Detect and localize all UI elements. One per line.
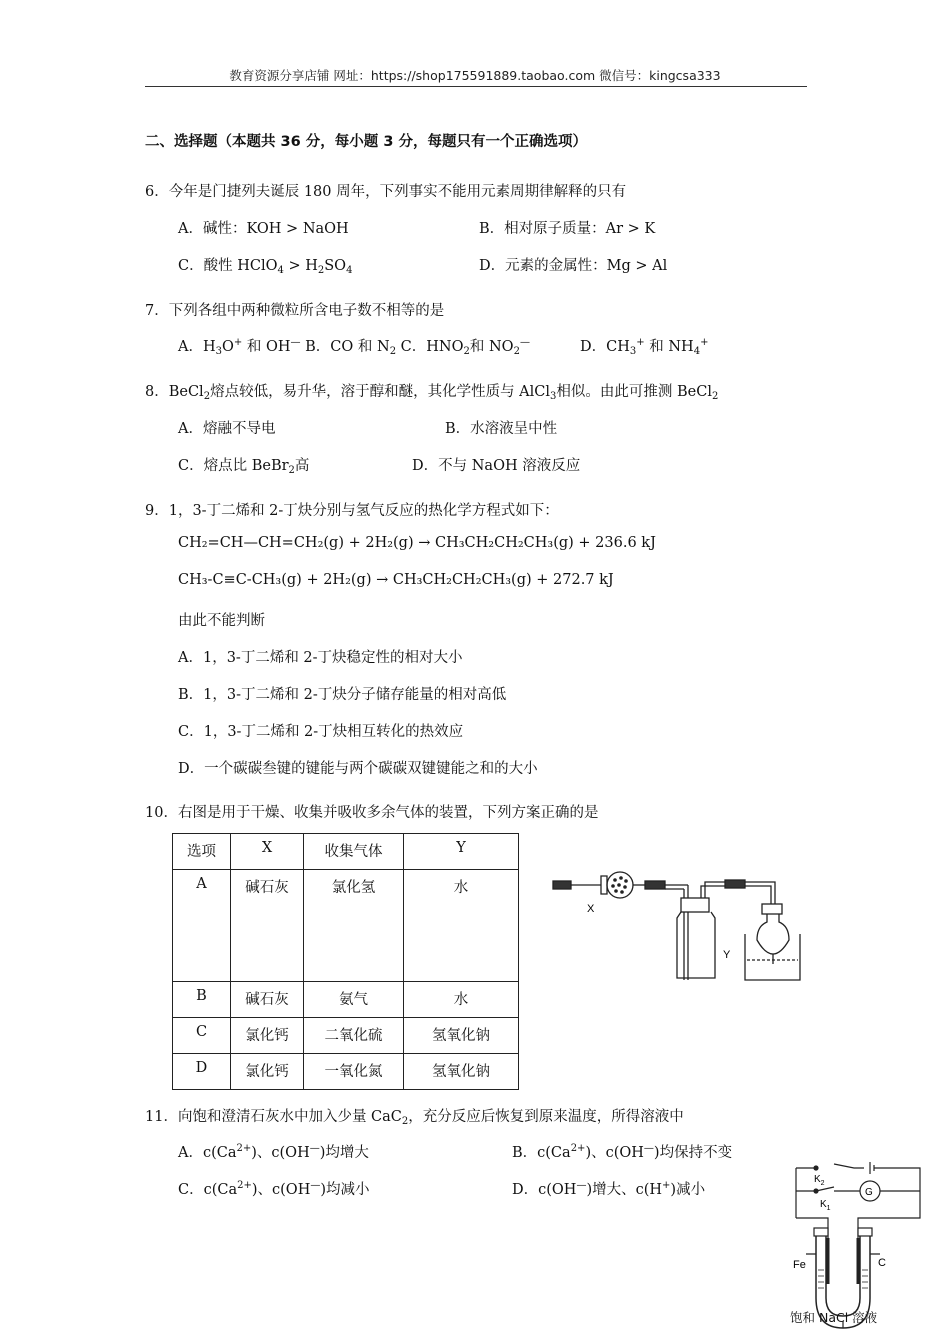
q11-option-c: C．$c(Ca^{2+})$、c(OH—)均减小 [178, 1180, 370, 1198]
table-row [173, 982, 519, 1018]
q7-options-abc: A．$H_3O^+$ 和 OH— B．CO 和 $N_2$ C．$HNO_2$和 $NO_2^—$ [178, 337, 530, 357]
q11-option-d: D．c(OH—)增大、c(H+)减小 [512, 1180, 706, 1198]
label-g: G [865, 1187, 873, 1198]
rubber-connector [645, 881, 665, 889]
table-cell: C [173, 1018, 231, 1054]
q10-table [172, 833, 519, 1090]
table-cell: D [173, 1054, 231, 1090]
table-cell: 碱石灰 [231, 870, 304, 982]
table-cell: B [173, 982, 231, 1018]
q6-stem: 6．今年是门捷列夫诞辰 180 周年，下列事实不能用元素周期律解释的只有 [145, 184, 627, 200]
label-k2: $K_2$ [814, 1174, 825, 1187]
q9-equation-1: CH₂=CH—CH=CH₂(g) + 2H₂(g) → CH₃CH₂CH₂CH₃(g) + 236.6 kJ [178, 535, 656, 551]
table-header-cell: 选项 [173, 834, 231, 870]
q8-option-c: C．熔点比 BeBr$_2$高 [178, 458, 310, 476]
q9-stem: 9．1，3-丁二烯和 2-丁炔分别与氢气反应的热化学方程式如下： [145, 503, 559, 519]
q8-option-a: A．熔融不导电 [178, 421, 276, 437]
table-cell: 水 [404, 870, 519, 982]
label-x: X [587, 903, 595, 915]
table-header-cell: Y [404, 834, 519, 870]
table-cell: 氨气 [304, 982, 404, 1018]
table-row [173, 870, 519, 982]
table-header-row [173, 834, 519, 870]
q9-option-c: C．1，3-丁二烯和 2-丁炔相互转化的热效应 [178, 724, 464, 740]
q10-stem: 10．右图是用于干燥、收集并吸收多余气体的装置，下列方案正确的是 [145, 805, 599, 821]
table-header-cell: X [231, 834, 304, 870]
section-title: 二、选择题（本题共 36 分，每小题 3 分，每题只有一个正确选项） [145, 134, 587, 150]
q9-option-b: B．1，3-丁二烯和 2-丁炔分子储存能量的相对高低 [178, 687, 507, 703]
table-cell: 氯化钙 [231, 1054, 304, 1090]
q8-stem: 8．BeCl$_2$熔点较低，易升华，溶于醇和醚，其化学性质与 AlCl$_3$相似。由此可推测 BeCl$_2$ [145, 384, 719, 402]
q6-option-d: D．元素的金属性：Mg > Al [479, 258, 668, 274]
table-cell: 氢氧化钠 [404, 1018, 519, 1054]
label-c: C [878, 1257, 886, 1269]
table-cell: 氯化钙 [231, 1018, 304, 1054]
q9-option-a: A．1，3-丁二烯和 2-丁炔稳定性的相对大小 [178, 650, 463, 666]
table-cell: 氢氧化钠 [404, 1054, 519, 1090]
label-k1: $K_1$ [820, 1199, 831, 1212]
q8-option-b: B．水溶液呈中性 [445, 421, 558, 437]
table-row [173, 1054, 519, 1090]
q11-stem: 11．向饱和澄清石灰水中加入少量 CaC$_2$，充分反应后恢复到原来温度，所得溶液中 [145, 1109, 684, 1127]
q7-stem: 7．下列各组中两种微粒所含电子数不相等的是 [145, 303, 445, 319]
q6-option-a: A．碱性：KOH > NaOH [178, 221, 349, 237]
inlet-stopper [553, 881, 571, 889]
q11-option-b: B．$c(Ca^{2+})$、c(OH—)均保持不变 [512, 1143, 733, 1161]
table-cell: 氯化氢 [304, 870, 404, 982]
electrolysis-caption: 饱和 NaCl 溶液 [790, 1310, 878, 1325]
table-cell: 一氧化氮 [304, 1054, 404, 1090]
q9-option-d: D．一个碳碳叁键的键能与两个碳碳双键键能之和的大小 [178, 761, 538, 777]
q6-option-c: C．酸性 HClO$_4$ > $H_2SO_4$ [178, 258, 353, 276]
table-header-cell: 收集气体 [304, 834, 404, 870]
label-y: Y [723, 949, 731, 961]
apparatus-figure [545, 860, 805, 985]
q7-option-d: D．$CH_3^+$ 和 $NH_4^+$ [580, 337, 709, 357]
table-cell: 碱石灰 [231, 982, 304, 1018]
q9-equation-2: CH₃-C≡C-CH₃(g) + 2H₂(g) → CH₃CH₂CH₂CH₃(g) + 272.7 kJ [178, 572, 614, 588]
page-header: 教育资源分享店铺 网址：https://shop175591889.taobao.com 微信号：kingcsa333 [229, 68, 721, 83]
rubber-connector-2 [725, 880, 745, 888]
q8-option-d: D．不与 NaOH 溶液反应 [412, 458, 581, 474]
q9-lead: 由此不能判断 [178, 613, 265, 629]
table-cell: 水 [404, 982, 519, 1018]
table-cell: A [173, 870, 231, 982]
table-row [173, 1018, 519, 1054]
label-fe: Fe [793, 1259, 806, 1271]
q11-option-a: A．$c(Ca^{2+})$、c(OH—)均增大 [178, 1143, 369, 1161]
q6-option-b: B．相对原子质量：Ar > K [479, 221, 656, 237]
header-rule [145, 86, 807, 87]
table-cell: 二氧化硫 [304, 1018, 404, 1054]
